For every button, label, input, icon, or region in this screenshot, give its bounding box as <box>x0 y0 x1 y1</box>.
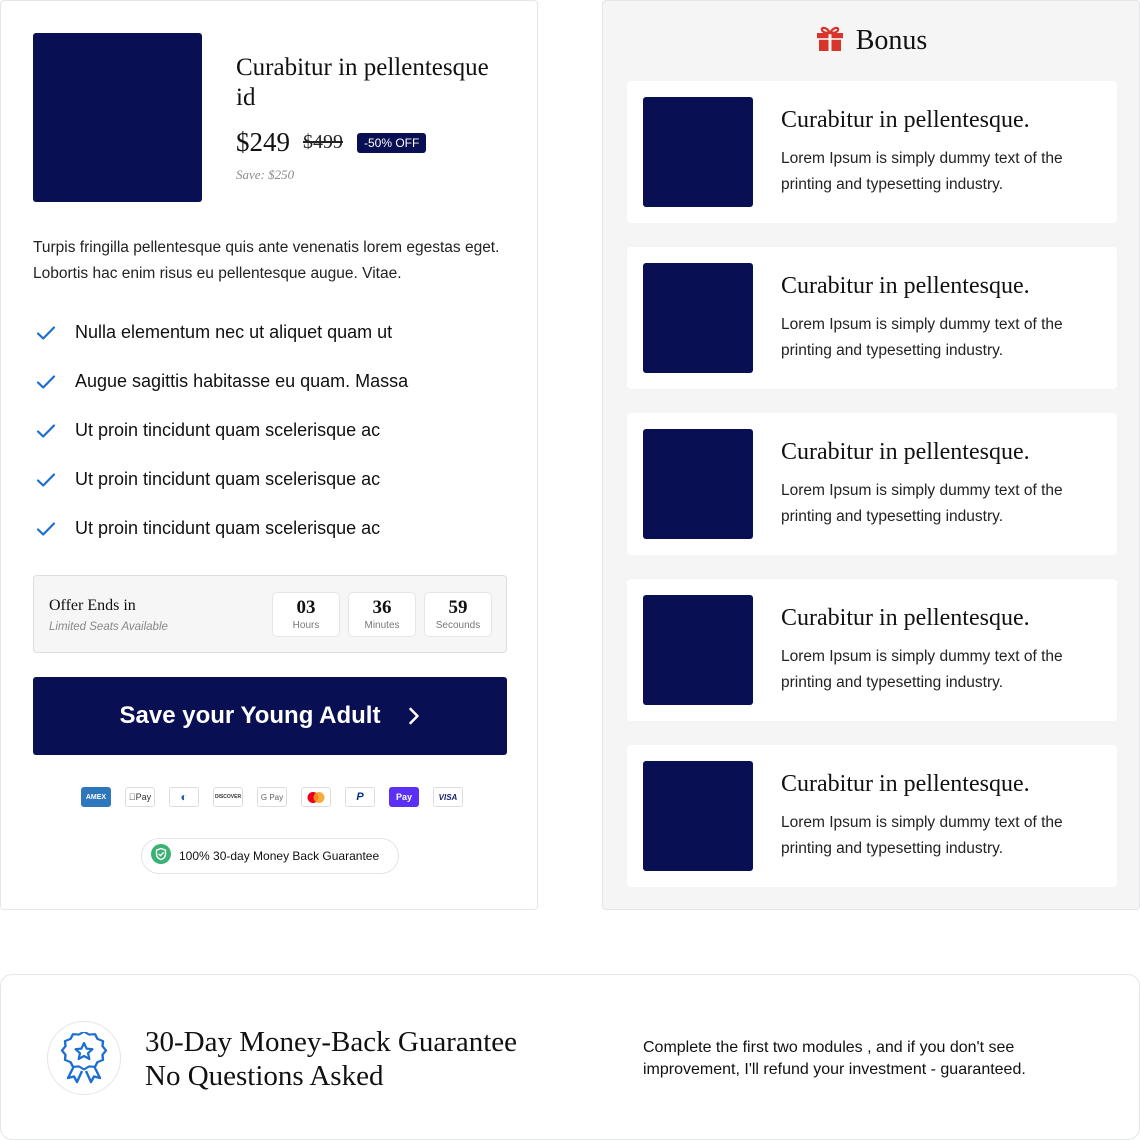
price-row <box>236 127 426 158</box>
bonus-item <box>627 247 1117 389</box>
feature-item <box>33 406 408 455</box>
bonus-image <box>643 263 753 373</box>
timer-value: 36 <box>372 597 392 618</box>
offer-subtitle: Limited Seats Available <box>49 621 168 633</box>
bonus-panel <box>602 0 1140 910</box>
apple-pay-icon: Pay <box>125 787 155 807</box>
feature-item <box>33 504 408 553</box>
chevron-right-icon <box>408 707 420 725</box>
feature-item <box>33 308 408 357</box>
bonus-item <box>627 81 1117 223</box>
award-badge-icon <box>47 1021 121 1095</box>
bonus-item-title: Curabitur in pellentesque. <box>781 439 1030 465</box>
bonus-item <box>627 745 1117 887</box>
guarantee-banner <box>0 974 1140 1140</box>
diners-club-icon: ◐ <box>169 787 199 807</box>
bonus-item-text: Lorem Ipsum is simply dummy text of the printing and typesetting industry. <box>781 814 1063 857</box>
timer-value: 59 <box>448 597 468 618</box>
timer-label: Secounds <box>435 620 481 631</box>
offer-countdown <box>33 575 507 653</box>
current-price: $249 <box>236 127 290 157</box>
bonus-image <box>643 97 753 207</box>
discover-icon: DISCOVER <box>213 787 243 807</box>
save-young-adult-button[interactable] <box>33 677 507 755</box>
bonus-image <box>643 429 753 539</box>
check-icon <box>33 516 59 542</box>
bonus-title: Bonus <box>855 24 928 56</box>
visa-icon: VISA <box>433 787 463 807</box>
feature-text: Ut proin tincidunt quam scelerisque ac <box>75 469 381 489</box>
bonus-header <box>603 23 1139 58</box>
feature-text: Nulla elementum nec ut aliquet quam ut <box>75 322 393 342</box>
offer-title: Offer Ends in <box>49 597 136 614</box>
bonus-item-text: Lorem Ipsum is simply dummy text of the printing and typesetting industry. <box>781 316 1063 359</box>
cta-label: Save your Young Adult <box>119 702 381 729</box>
timer-seconds <box>424 592 492 637</box>
timer-value: 03 <box>296 597 316 618</box>
bonus-item-text: Lorem Ipsum is simply dummy text of the printing and typesetting industry. <box>781 150 1063 193</box>
banner-text: Complete the first two modules , and if you don't see improvement, I'll refund your investment - guaranteed. <box>643 1039 1026 1078</box>
bonus-item <box>627 413 1117 555</box>
banner-title: 30-Day Money-Back Guarantee No Questions Asked <box>145 1026 518 1092</box>
timer-minutes <box>348 592 416 637</box>
payment-methods <box>81 787 477 807</box>
feature-item <box>33 357 408 406</box>
check-icon <box>33 369 59 395</box>
feature-text: Ut proin tincidunt quam scelerisque ac <box>75 518 381 538</box>
bonus-item-text: Lorem Ipsum is simply dummy text of the printing and typesetting industry. <box>781 482 1063 525</box>
feature-text: Ut proin tincidunt quam scelerisque ac <box>75 420 381 440</box>
timer-label: Hours <box>292 620 320 631</box>
bonus-item-text: Lorem Ipsum is simply dummy text of the printing and typesetting industry. <box>781 648 1063 691</box>
mastercard-icon <box>301 787 331 807</box>
gift-icon <box>815 23 845 58</box>
bonus-image <box>643 761 753 871</box>
bonus-image <box>643 595 753 705</box>
shield-check-icon <box>151 844 171 869</box>
feature-item <box>33 455 408 504</box>
product-title: Curabitur in pellentesque id <box>236 54 489 111</box>
google-pay-icon: G Pay <box>257 787 287 807</box>
shop-pay-icon: Pay <box>389 787 419 807</box>
timer-label: Minutes <box>364 620 400 631</box>
feature-list <box>33 308 408 553</box>
discount-badge: -50% OFF <box>357 133 426 153</box>
check-icon <box>33 467 59 493</box>
feature-text: Augue sagittis habitasse eu quam. Massa <box>75 371 409 391</box>
guarantee-text: 100% 30-day Money Back Guarantee <box>179 849 380 863</box>
product-image <box>33 33 202 202</box>
bonus-item-title: Curabitur in pellentesque. <box>781 605 1030 631</box>
old-price: $499 <box>303 131 343 153</box>
product-card <box>0 0 538 910</box>
product-description: Turpis fringilla pellentesque quis ante venenatis lorem egestas eget. Lobortis hac enim risus eu pellentesque augue. Vitae. <box>33 239 500 282</box>
check-icon <box>33 418 59 444</box>
bonus-item-title: Curabitur in pellentesque. <box>781 107 1030 133</box>
bonus-item <box>627 579 1117 721</box>
amex-icon: AMEX <box>81 787 111 807</box>
bonus-item-title: Curabitur in pellentesque. <box>781 771 1030 797</box>
timer-hours <box>272 592 340 637</box>
bonus-item-title: Curabitur in pellentesque. <box>781 273 1030 299</box>
save-amount: Save: $250 <box>236 167 295 182</box>
paypal-icon: P <box>345 787 375 807</box>
money-back-badge <box>141 838 399 874</box>
check-icon <box>33 320 59 346</box>
